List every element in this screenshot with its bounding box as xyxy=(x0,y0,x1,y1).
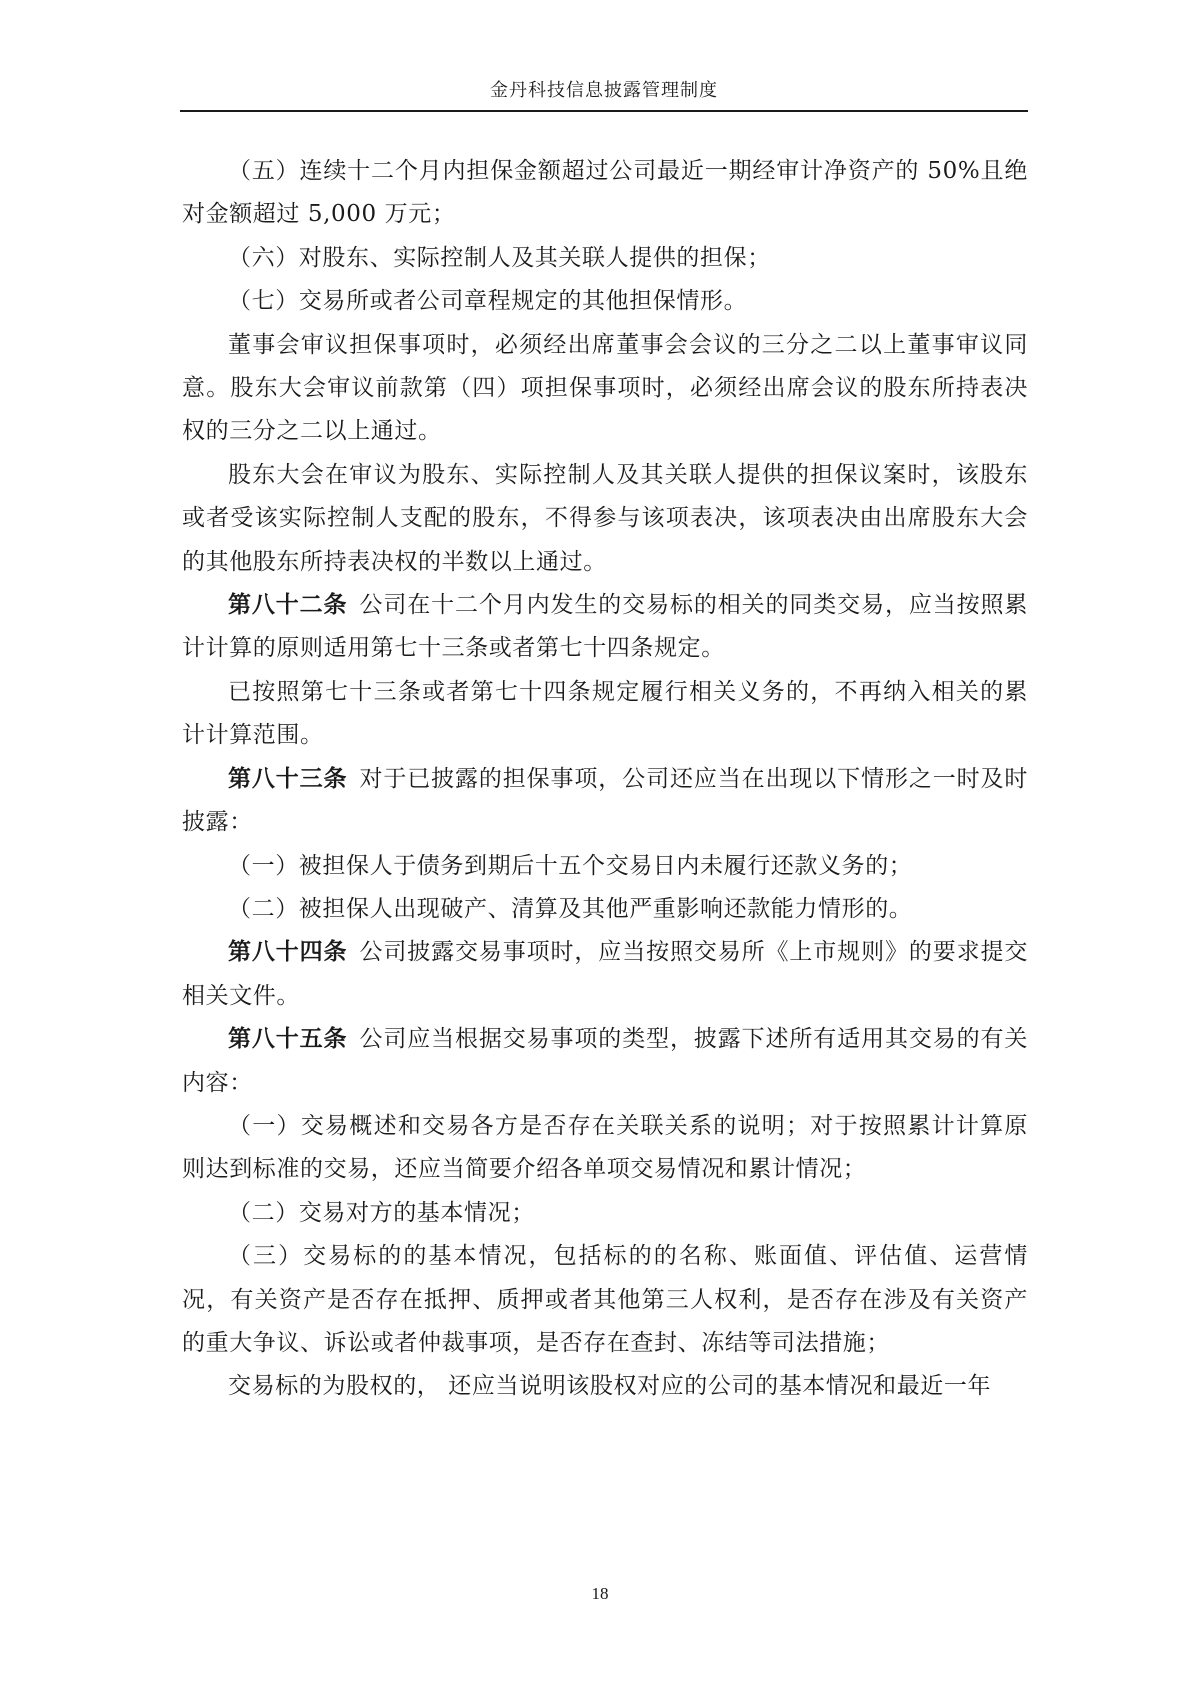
paragraph-guarantee-item-6 xyxy=(182,237,1028,280)
paragraph-guarantee-item-7 xyxy=(182,280,1028,323)
paragraph-article-84 xyxy=(182,931,1028,1018)
paragraph-text: 董事会审议担保事项时，必须经出席董事会会议的三分之二以上董事审议同意。股东大会审议前款第（四）项担保事项时，必须经出席会议的股东所持表决权的三分之二以上通过。 xyxy=(182,331,1028,445)
page-header-title: 金丹科技信息披露管理制度 xyxy=(490,80,718,101)
paragraph-disclosure-item-1 xyxy=(182,845,1028,888)
paragraph-text: 对于已披露的担保事项，公司还应当在出现以下情形之一时及时披露： xyxy=(182,765,1028,836)
article-heading: 第八十二条 xyxy=(228,592,348,619)
header-divider xyxy=(180,110,1028,112)
paragraph-board-approval xyxy=(182,324,1028,454)
paragraph-equity-target xyxy=(182,1365,1028,1408)
paragraph-content-item-1 xyxy=(182,1105,1028,1192)
paragraph-content-item-3 xyxy=(182,1235,1028,1365)
paragraph-text: （五）连续十二个月内担保金额超过公司最近一期经审计净资产的 50%且绝对金额超过 5,000 万元； xyxy=(182,158,1028,228)
paragraph-content-item-2 xyxy=(182,1192,1028,1235)
article-heading: 第八十三条 xyxy=(228,765,348,792)
paragraph-cumulative-scope xyxy=(182,671,1028,758)
paragraph-text: （二）交易对方的基本情况； xyxy=(228,1199,535,1226)
article-heading: 第八十五条 xyxy=(228,1026,348,1053)
paragraph-text: 公司披露交易事项时，应当按照交易所《上市规则》的要求提交相关文件。 xyxy=(182,939,1028,1009)
paragraph-text: 股东大会在审议为股东、实际控制人及其关联人提供的担保议案时，该股东或者受该实际控制人支配的股东，不得参与该项表决，该项表决由出席股东大会的其他股东所持表决权的半数以上通过。 xyxy=(182,461,1028,575)
paragraph-text: （七）交易所或者公司章程规定的其他担保情形。 xyxy=(228,288,748,315)
paragraph-text: 公司在十二个月内发生的交易标的相关的同类交易，应当按照累计计算的原则适用第七十三条或者第七十四条规定。 xyxy=(182,592,1028,662)
paragraph-article-85 xyxy=(182,1018,1028,1105)
paragraph-article-82 xyxy=(182,584,1028,671)
page-number: 18 xyxy=(591,1584,609,1603)
document-body xyxy=(182,150,1028,1409)
paragraph-text: 已按照第七十三条或者第七十四条规定履行相关义务的，不再纳入相关的累计计算范围。 xyxy=(182,678,1028,749)
paragraph-shareholder-voting xyxy=(182,454,1028,584)
article-heading: 第八十四条 xyxy=(228,939,348,966)
paragraph-guarantee-item-5 xyxy=(182,150,1028,237)
paragraph-text: （一）被担保人于债务到期后十五个交易日内未履行还款义务的； xyxy=(228,852,913,879)
paragraph-text: 交易标的为股权的， 还应当说明该股权对应的公司的基本情况和最近一年 xyxy=(228,1373,992,1400)
paragraph-disclosure-item-2 xyxy=(182,888,1028,931)
paragraph-text: 公司应当根据交易事项的类型，披露下述所有适用其交易的有关内容： xyxy=(182,1026,1028,1096)
paragraph-text: （六）对股东、实际控制人及其关联人提供的担保； xyxy=(228,244,771,271)
paragraph-article-83 xyxy=(182,758,1028,845)
paragraph-text: （二）被担保人出现破产、清算及其他严重影响还款能力情形的。 xyxy=(228,895,913,922)
paragraph-text: （一）交易概述和交易各方是否存在关联关系的说明；对于按照累计计算原则达到标准的交易，还应当简要介绍各单项交易情况和累计情况； xyxy=(182,1112,1028,1183)
paragraph-text: （三）交易标的的基本情况，包括标的的名称、账面值、评估值、运营情况，有关资产是否存在抵押、质押或者其他第三人权利，是否存在涉及有关资产的重大争议、诉讼或者仲裁事项，是否存在查封、冻结等司法措施； xyxy=(182,1243,1028,1356)
